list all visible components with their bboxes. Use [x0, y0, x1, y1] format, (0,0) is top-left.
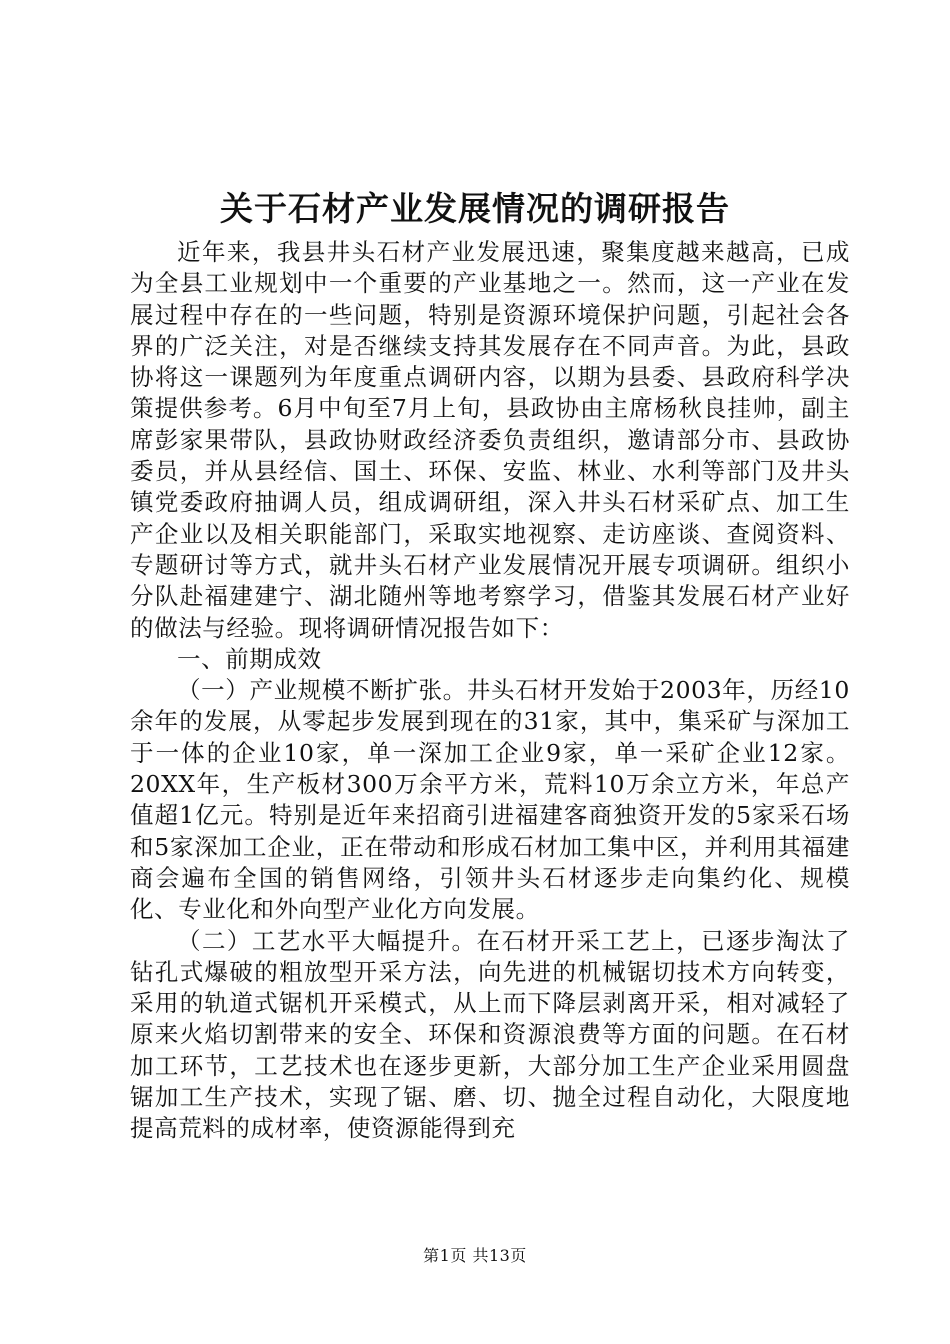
- document-body: [130, 237, 850, 1145]
- document-title: 关于石材产业发展情况的调研报告: [220, 189, 730, 228]
- subsection-paragraph-1: （一）产业规模不断扩张。井头石材开发始于2003年，历经10余年的发展，从零起步发展到现在的31家，其中，集采矿与深加工于一体的企业10家，单一深加工企业9家，单一采矿企业12家。20XX年，生产板材300万余平方米，荒料10万余立方米，年总产值超1亿元。特别是近年来招商引进福建客商独资开发的5家采石场和5家深加工企业，正在带动和形成石材加工集中区，并利用其福建商会遍布全国的销售网络，引领井头石材逐步走向集约化、规模化、专业化和外向型产业化方向发展。: [130, 676, 850, 924]
- page-footer: [0, 1243, 950, 1266]
- intro-paragraph: 近年来，我县井头石材产业发展迅速，聚集度越来越高，已成为全县工业规划中一个重要的产业基地之一。然而，这一产业在发展过程中存在的一些问题，特别是资源环境保护问题，引起社会各界的广泛关注，对是否继续支持其发展存在不同声音。为此，县政协将这一课题列为年度重点调研内容，以期为县委、县政府科学决策提供参考。6月中旬至7月上旬，县政协由主席杨秋良挂帅，副主席彭家果带队，县政协财政经济委负责组织，邀请部分市、县政协委员，并从县经信、国土、环保、安监、林业、水利等部门及井头镇党委政府抽调人员，组成调研组，深入井头石材采矿点、加工生产企业以及相关职能部门，采取实地视察、走访座谈、查阅资料、专题研讨等方式，就井头石材产业发展情况开展专项调研。组织小分队赴福建建宁、湖北随州等地考察学习，借鉴其发展石材产业好的做法与经验。现将调研情况报告如下：: [130, 238, 850, 642]
- section-heading: 一、前期成效: [177, 644, 322, 673]
- subsection-paragraph-2: （二）工艺水平大幅提升。在石材开采工艺上，已逐步淘汰了钻孔式爆破的粗放型开采方法，向先进的机械锯切技术方向转变，采用的轨道式锯机开采模式，从上而下降层剥离开采，相对减轻了原来火焰切割带来的安全、环保和资源浪费等方面的问题。在石材加工环节，工艺技术也在逐步更新，大部分加工生产企业采用圆盘锯加工生产技术，实现了锯、磨、切、抛全过程自动化，大限度地提高荒料的成材率，使资源能得到充: [130, 926, 850, 1143]
- page-number-indicator: 第1页 共13页: [423, 1246, 527, 1265]
